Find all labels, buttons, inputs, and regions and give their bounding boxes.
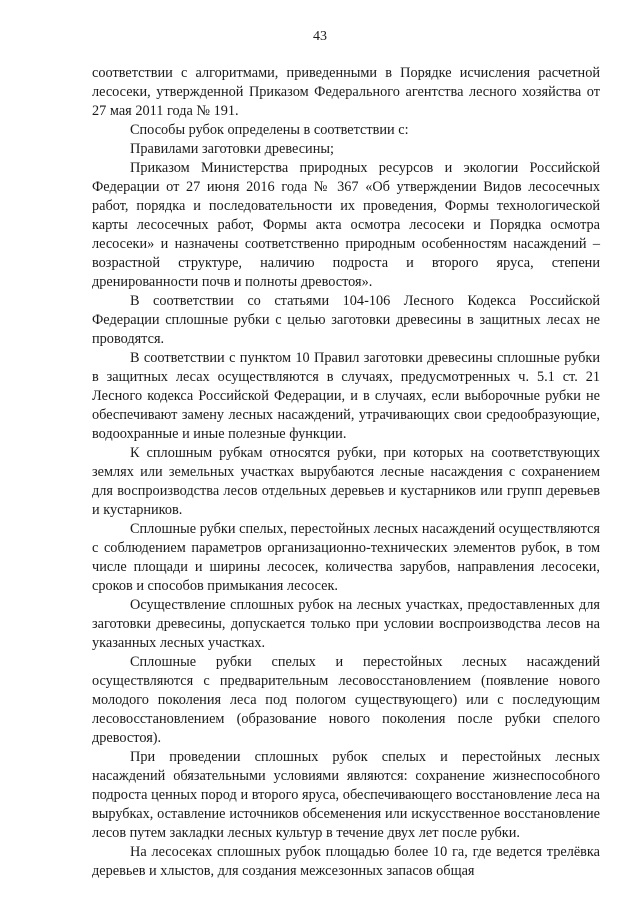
paragraph: В соответствии со статьями 104-106 Лесного Кодекса Российской Федерации сплошные рубки с целью заготовки древесины в защитных лесах не проводятся. [92, 293, 600, 347]
paragraph: Сплошные рубки спелых и перестойных лесных насаждений осуществляются с предварительным лесовосстановлением (появление нового молодого поколения леса под пологом существующего) или с последующим лесовосстановлением (образование нового поколения после рубки спелого древостоя). [92, 654, 600, 746]
page-number: 43 [313, 29, 327, 44]
paragraph: Осуществление сплошных рубок на лесных участках, предоставленных для заготовки древесины, допускается только при условии воспроизводства лесов на указанных лесных участках. [92, 597, 600, 651]
paragraph: На лесосеках сплошных рубок площадью более 10 га, где ведется трелёвка деревьев и хлыстов, для создания межсезонных запасов общая [92, 844, 600, 879]
paragraph: Правилами заготовки древесины; [130, 141, 334, 157]
body-text [92, 64, 600, 881]
paragraph: К сплошным рубкам относятся рубки, при которых на соответствующих землях или земельных участках вырубаются лесные насаждения с сохранением для воспроизводства лесов отдельных деревьев и кустарников или групп деревьев и кустарников. [92, 445, 600, 518]
paragraph: В соответствии с пунктом 10 Правил заготовки древесины сплошные рубки в защитных лесах осуществляются в случаях, предусмотренных ч. 5.1 ст. 21 Лесного кодекса Российской Федерации, и в случаях, если выборочные рубки не обеспечивают замену лесных насаждений, утрачивающих свои средообразующие, водоохранные и иные полезные функции. [92, 350, 600, 442]
paragraph: Сплошные рубки спелых, перестойных лесных насаждений осуществляются с соблюдением параметров организационно-технических элементов рубок, в том числе площади и ширины лесосек, количества зарубов, направления лесосеки, сроков и способов примыкания лесосек. [92, 521, 600, 594]
paragraph: При проведении сплошных рубок спелых и перестойных лесных насаждений обязательными условиями являются: сохранение жизнеспособного подроста ценных пород и второго яруса, обеспечивающего восстановление леса на вырубках, оставление источников обсеменения или искусственное восстановление лесов путем закладки лесных культур в течение двух лет после рубки. [92, 749, 600, 841]
paragraph: Способы рубок определены в соответствии с: [130, 122, 409, 138]
paragraph: соответствии с алгоритмами, приведенными в Порядке исчисления расчетной лесосеки, утвержденной Приказом Федерального агентства лесного хозяйства от 27 мая 2011 года № 191. [92, 65, 600, 119]
paragraph: Приказом Министерства природных ресурсов и экологии Российской Федерации от 27 июня 2016 года № 367 «Об утверждении Видов лесосечных работ, порядка и последовательности их проведения, Формы технологической карты лесосечных работ, Формы акта осмотра лесосеки и Порядка осмотра лесосеки» и назначены соответственно природным особенностям насаждений – возрастной структуре, наличию подроста и второго яруса, степени дренированности почв и полноты древостоя». [92, 160, 600, 290]
